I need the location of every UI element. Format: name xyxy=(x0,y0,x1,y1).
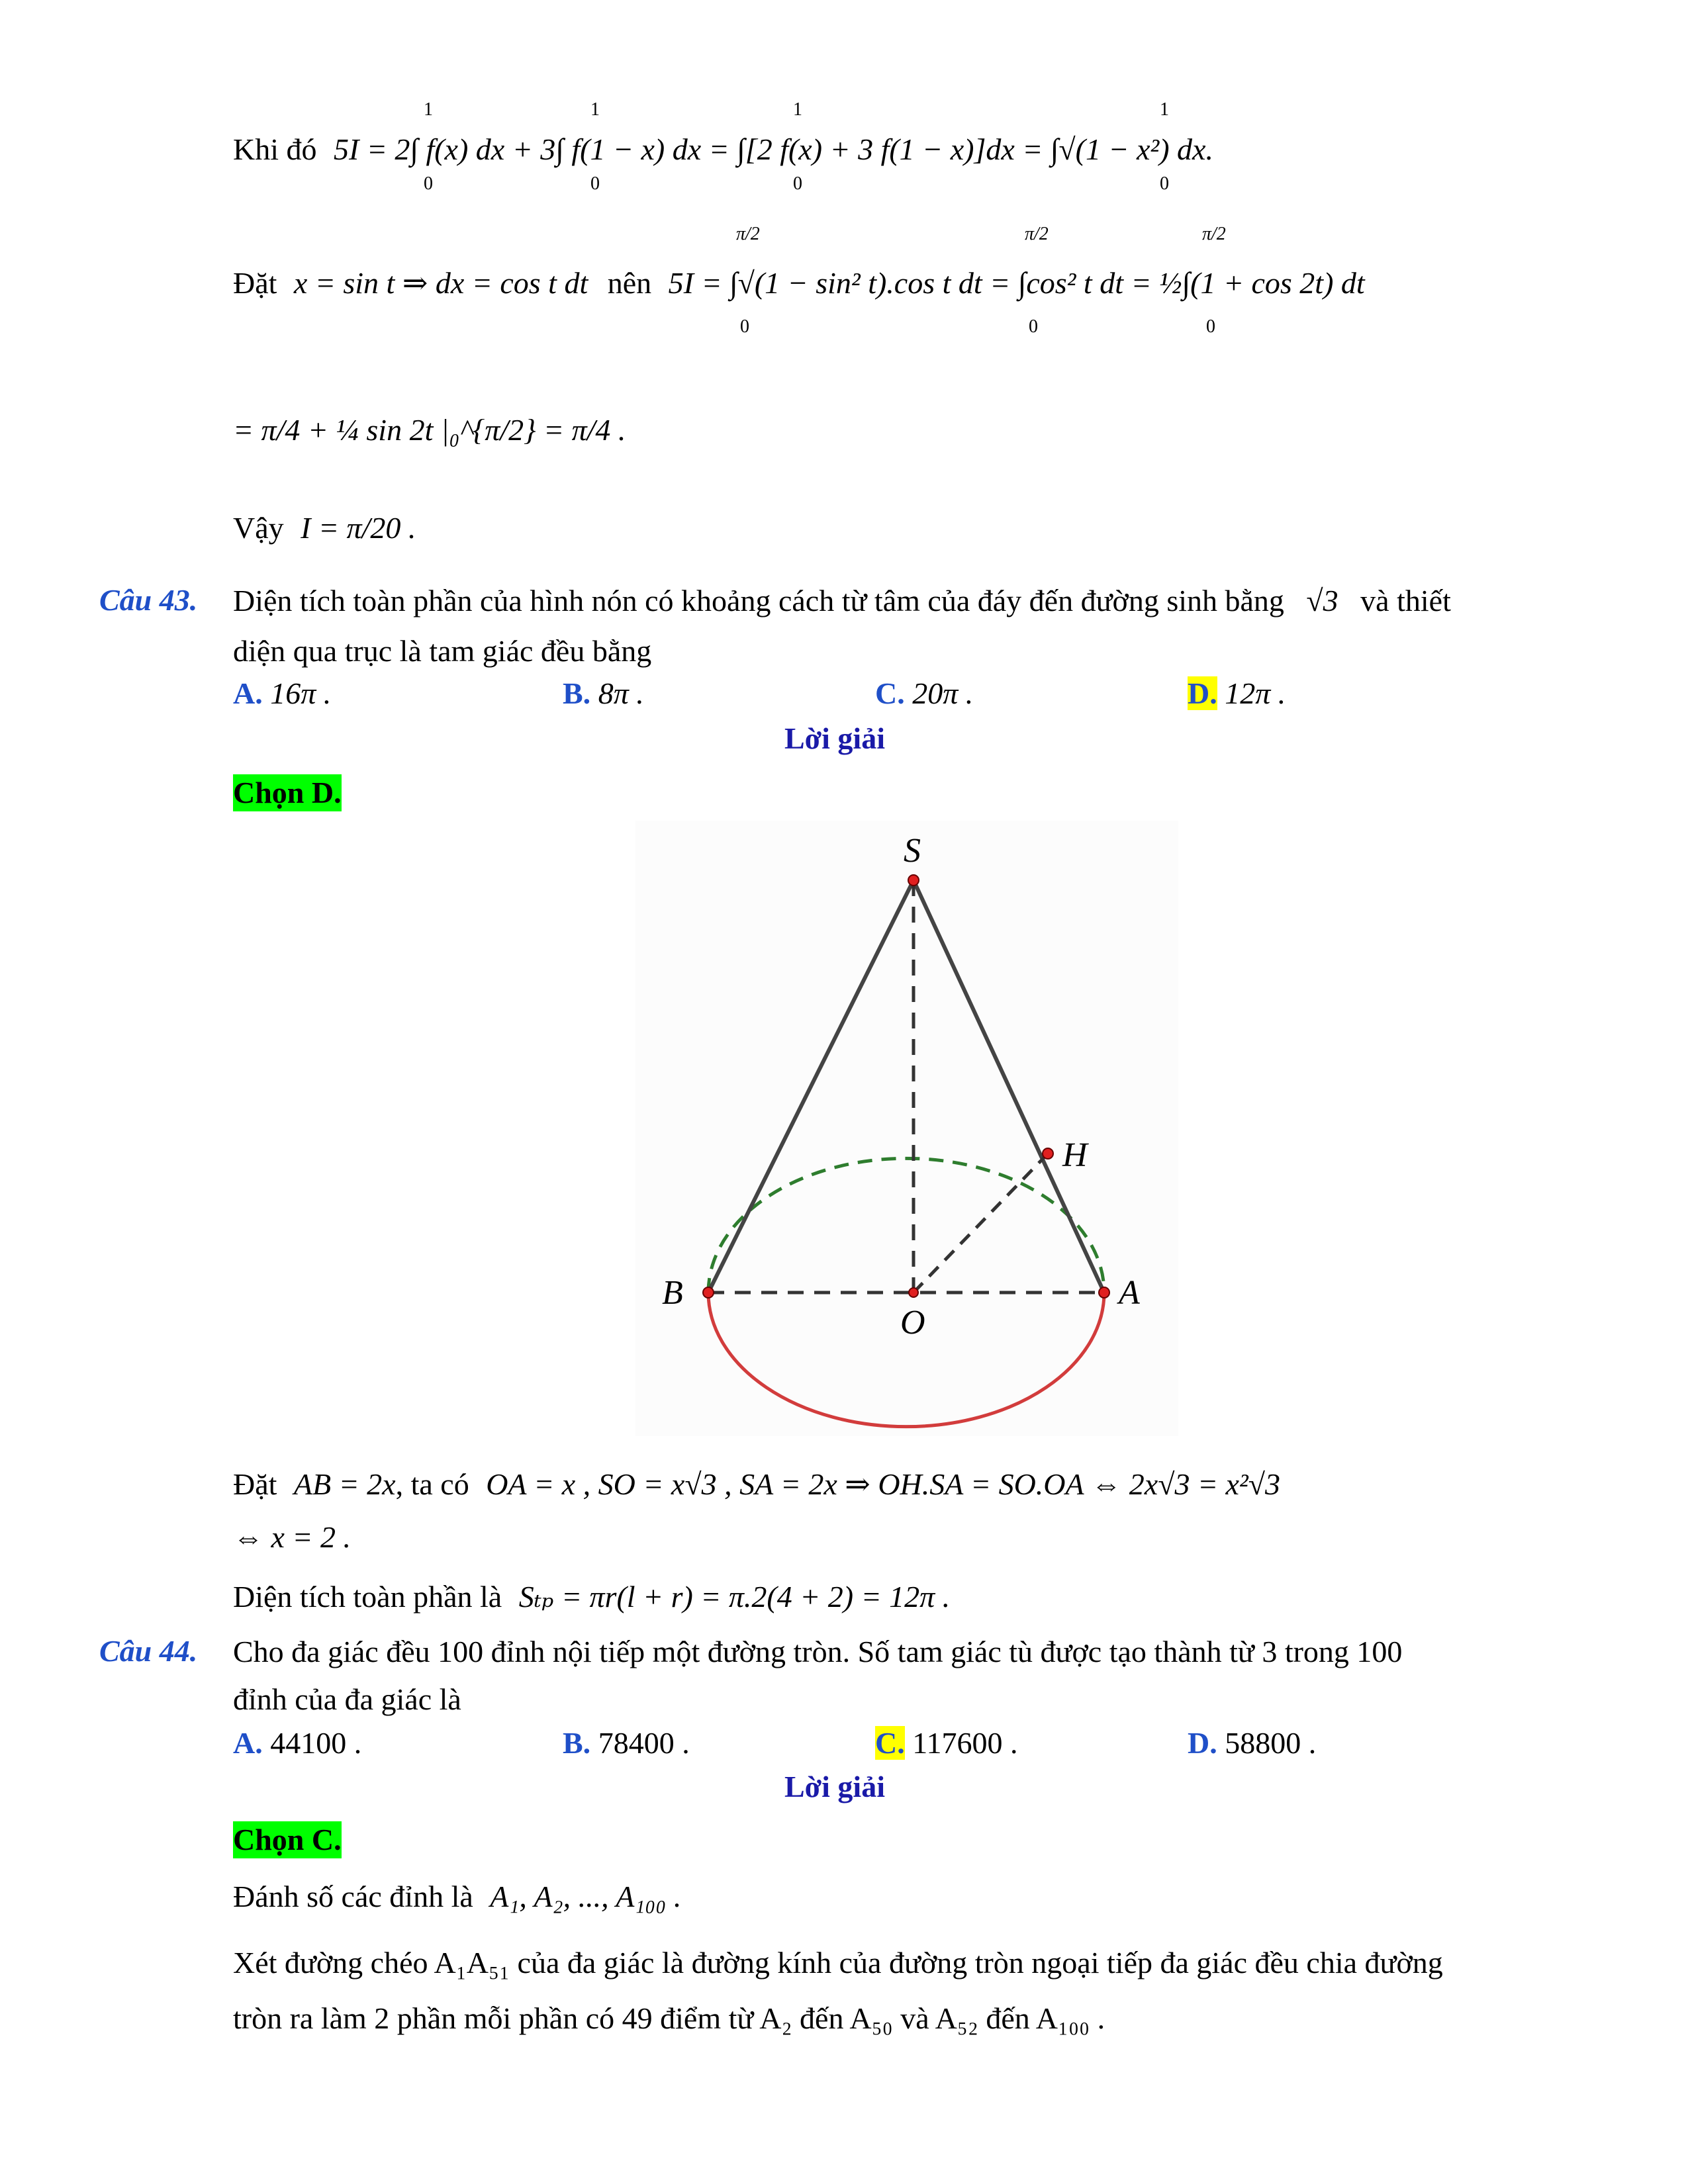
q43-option-a-key: A. xyxy=(233,676,263,710)
q43-sol3-math: Sₜₚ = πr(l + r) = π.2(4 + 2) = 12π . xyxy=(518,1580,951,1614)
q44-option-b-key: B. xyxy=(563,1726,591,1760)
q44-option-d-key: D. xyxy=(1188,1726,1217,1760)
q43-option-a-value: 16π . xyxy=(270,676,332,710)
line4-prefix: Vậy xyxy=(233,511,284,545)
int-bound-upper-6: π/2 xyxy=(1025,224,1049,244)
q44-option-a-value: 44100 . xyxy=(270,1726,362,1760)
q43-option-a[interactable] xyxy=(233,675,331,712)
q44-option-c-key: C. xyxy=(875,1726,905,1760)
q44-text2: đỉnh của đa giác là xyxy=(233,1682,461,1716)
q43-option-b[interactable] xyxy=(563,675,644,712)
q44-sol-line1 xyxy=(233,1878,681,1915)
q44-sol3: tròn ra làm 2 phần mỗi phần có 49 điểm từ A₂ đến A₅₀ và A₅₂ đến A₁₀₀ . xyxy=(233,2001,1105,2035)
int-bound-lower-6: 0 xyxy=(1029,316,1038,337)
line4 xyxy=(233,510,416,547)
q43-sol-line1 xyxy=(233,1466,1280,1503)
point-S xyxy=(908,875,919,886)
label-A: A xyxy=(1119,1274,1140,1312)
q44-option-b[interactable] xyxy=(563,1725,690,1762)
label-S: S xyxy=(904,832,921,870)
int-bound-lower-1: 0 xyxy=(424,173,433,194)
line1-math: 5I = 2∫ f(x) dx + 3∫ f(1 − x) dx = ∫[2 f(x) + 3 f(1 − x)]dx = ∫√(1 − x²) dx. xyxy=(334,132,1213,166)
point-H xyxy=(1043,1148,1053,1159)
q43-sol3-prefix: Diện tích toàn phần là xyxy=(233,1580,502,1614)
q43-text1: Diện tích toàn phần của hình nón có khoảng cách từ tâm của đáy đến đường sinh bằng xyxy=(233,584,1284,617)
label-O: O xyxy=(900,1304,925,1342)
q43-text1b: và thiết xyxy=(1360,584,1451,617)
q44-sol1-prefix: Đánh số các đỉnh là xyxy=(233,1880,473,1913)
q44-text1: Cho đa giác đều 100 đỉnh nội tiếp một đường tròn. Số tam giác tù được tạo thành từ 3 trong 100 xyxy=(233,1635,1403,1668)
q43-option-d-key: D. xyxy=(1188,676,1217,710)
q44-option-c-value: 117600 . xyxy=(912,1726,1018,1760)
line1 xyxy=(233,131,1213,168)
q43-option-d[interactable] xyxy=(1188,675,1286,712)
line1-prefix: Khi đó xyxy=(233,132,317,166)
q43-option-b-key: B. xyxy=(563,676,591,710)
point-O xyxy=(909,1288,918,1297)
line3-math: = π/4 + ¼ sin 2t |₀^{π/2} = π/4 . xyxy=(233,413,626,447)
label-B: B xyxy=(662,1274,683,1312)
line2 xyxy=(233,265,1365,302)
line4-math: I = π/20 . xyxy=(301,511,416,545)
q44-option-b-value: 78400 . xyxy=(598,1726,690,1760)
cone-figure xyxy=(635,821,1178,1436)
int-bound-lower-2: 0 xyxy=(590,173,600,194)
point-B xyxy=(703,1287,714,1298)
label-H: H xyxy=(1062,1136,1088,1174)
int-bound-lower-7: 0 xyxy=(1206,316,1215,337)
q43-sol2-math: ⇔ x = 2 . xyxy=(233,1520,351,1554)
q43-sol1-prefix: Đặt xyxy=(233,1467,277,1501)
q43-sol1-mid: , ta có xyxy=(395,1467,469,1501)
int-bound-upper-7: π/2 xyxy=(1202,224,1226,244)
q43-text-line1 xyxy=(233,582,1451,619)
int-bound-lower-4: 0 xyxy=(1160,173,1169,194)
q43-option-c-value: 20π . xyxy=(912,676,974,710)
line2-mid: nên xyxy=(607,266,652,300)
q43-sqrt3: √3 xyxy=(1306,584,1338,617)
q44-option-d-value: 58800 . xyxy=(1225,1726,1317,1760)
q43-option-c[interactable] xyxy=(875,675,973,712)
q43-option-d-value: 12π . xyxy=(1225,676,1286,710)
q44-option-d[interactable] xyxy=(1188,1725,1316,1762)
line2-math2: 5I = ∫√(1 − sin² t).cos t dt = ∫cos² t dt = ½∫(1 + cos 2t) dt xyxy=(668,266,1365,300)
int-bound-upper-3: 1 xyxy=(793,99,802,120)
q43-option-c-key: C. xyxy=(875,676,905,710)
int-bound-upper-5: π/2 xyxy=(736,224,760,244)
q43-solution-title: Lời giải xyxy=(784,721,885,755)
line2-math1: x = sin t ⇒ dx = cos t dt xyxy=(293,266,588,300)
q43-sol-line3 xyxy=(233,1578,950,1615)
q44-choose-badge: Chọn C. xyxy=(233,1821,342,1858)
int-bound-upper-2: 1 xyxy=(590,99,600,120)
q44-sol1-math: A₁, A₂, ..., A₁₀₀ . xyxy=(490,1880,682,1913)
q44-option-c[interactable] xyxy=(875,1725,1018,1762)
int-bound-lower-3: 0 xyxy=(793,173,802,194)
q43-choose-badge: Chọn D. xyxy=(233,774,342,811)
q44-option-a[interactable] xyxy=(233,1725,361,1762)
q43-label: Câu 43. xyxy=(99,583,198,617)
q44-label: Câu 44. xyxy=(99,1634,198,1668)
figure-background xyxy=(635,821,1178,1436)
line2-prefix: Đặt xyxy=(233,266,277,300)
q43-option-b-value: 8π . xyxy=(598,676,644,710)
q44-solution-title: Lời giải xyxy=(784,1770,885,1803)
int-bound-upper-4: 1 xyxy=(1160,99,1169,120)
q44-option-a-key: A. xyxy=(233,1726,263,1760)
q44-sol2: Xét đường chéo A₁A₅₁ của đa giác là đường kính của đường tròn ngoại tiếp đa giác đều chia đường xyxy=(233,1946,1443,1979)
q43-sol1-math: AB = 2x xyxy=(293,1467,396,1501)
q43-sol1-math2: OA = x , SO = x√3 , SA = 2x ⇒ OH.SA = SO.OA ⇔ 2x√3 = x²√3 xyxy=(486,1467,1280,1501)
q43-text2: diện qua trục là tam giác đều bằng xyxy=(233,634,652,668)
int-bound-upper-1: 1 xyxy=(424,99,433,120)
int-bound-lower-5: 0 xyxy=(740,316,749,337)
point-A xyxy=(1099,1287,1109,1298)
